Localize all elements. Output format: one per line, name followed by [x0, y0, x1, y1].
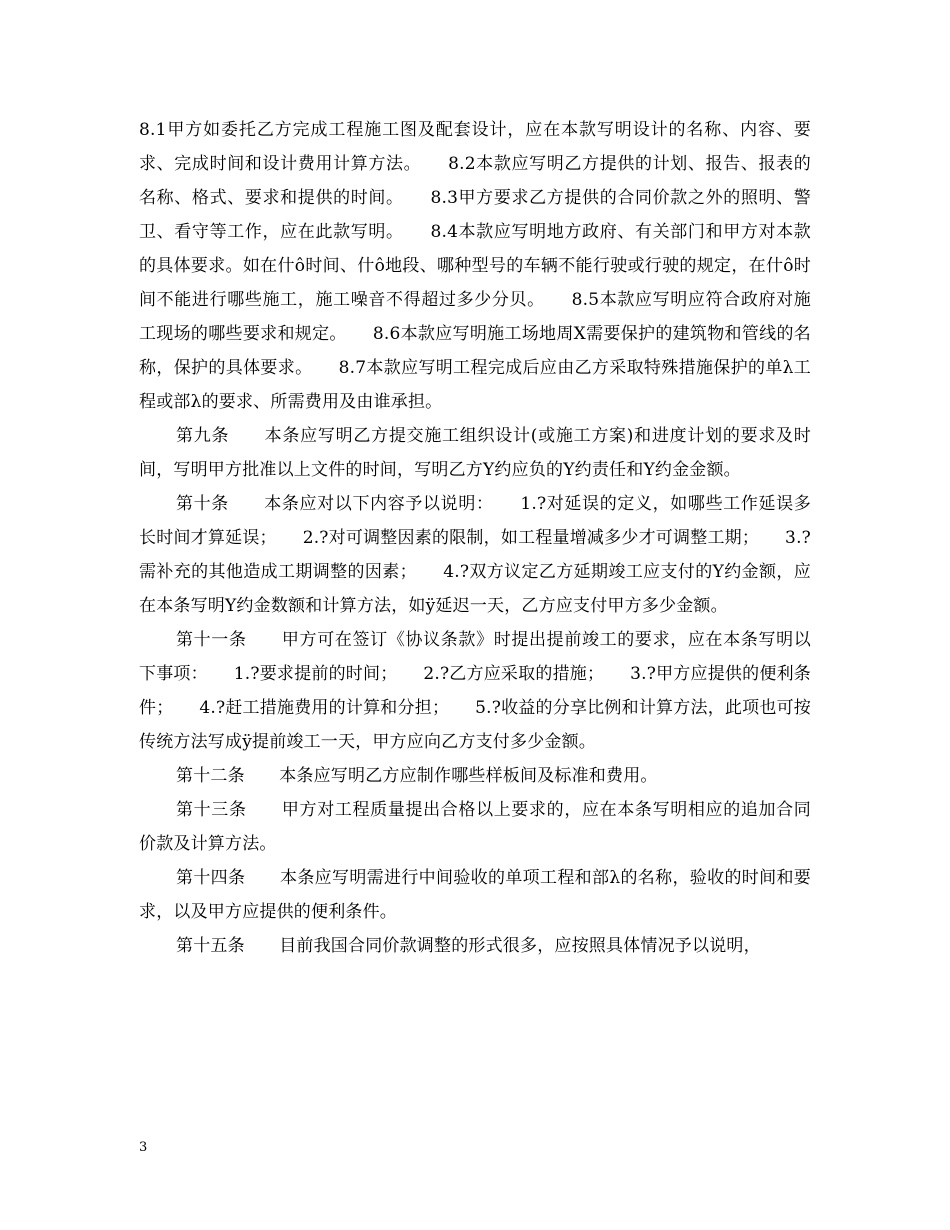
- page-number: 3: [139, 1140, 148, 1155]
- paragraph-clause-12: 第十二条 本条应写明乙方应制作哪些样板间及标准和费用。: [176, 766, 658, 786]
- paragraph-clause-10: 第十条 本条应对以下内容予以说明： 1.?对延误的定义，如哪些工作延误多长时间才算延误； 2.?对可调整因素的限制，如工程量增减多少才可调整工期； 3.?需补充的其他造成工期调整的因素； 4.?双方议定乙方延期竣工应支付的Υ约金额，应在本条写明Υ约金数额和计算方法，如ÿ延迟一天，乙方应支付甲方多少金额。: [139, 494, 811, 616]
- paragraph-clause-14: 第十四条 本条应写明需进行中间验收的单项工程和部λ的名称，验收的时间和要求，以及甲方应提供的便利条件。: [139, 868, 811, 922]
- paragraph-clause-13: 第十三条 甲方对工程质量提出合格以上要求的，应在本条写明相应的追加合同价款及计算方法。: [139, 800, 811, 854]
- paragraph-clause-9: 第九条 本条应写明乙方提交施工组织设计(或施工方案)和进度计划的要求及时间，写明甲方批准以上文件的时间，写明乙方Υ约应负的Υ约责任和Υ约金金额。: [139, 426, 811, 480]
- paragraph-clause-11: 第十一条 甲方可在签订《协议条款》时提出提前竣工的要求，应在本条写明以下事项： 1.?要求提前的时间； 2.?乙方应采取的措施； 3.?甲方应提供的便利条件； 4.?赶工措施费用的计算和分担； 5.?收益的分享比例和计算方法，此项也可按传统方法写成ÿ提前竣工一天，甲方应向乙方支付多少金额。: [139, 630, 811, 752]
- paragraph-clause-8: 8.1甲方如委托乙方完成工程施工图及配套设计，应在本款写明设计的名称、内容、要求、完成时间和设计费用计算方法。 8.2本款应写明乙方提供的计划、报告、报表的名称、格式、要求和提供的时间。 8.3甲方要求乙方提供的合同价款之外的照明、警卫、看守等工作，应在此款写明。 8.4本款应写明地方政府、有关部门和甲方对本款的具体要求。如在什ô时间、什ô地段、哪种型号的车辆不能行驶或行驶的规定，在什ô时间不能进行哪些施工，施工噪音不得超过多少分贝。 8.5本款应写明应符合政府对施工现场的哪些要求和规定。 8.6本款应写明施工场地周Χ需要保护的建筑物和管线的名称，保护的具体要求。 8.7本款应写明工程完成后应由乙方采取特殊措施保护的单λ工程或部λ的要求、所需费用及由谁承担。: [139, 120, 811, 412]
- document-body: [139, 113, 811, 963]
- paragraph-clause-15: 第十五条 目前我国合同价款调整的形式很多，应按照具体情况予以说明，: [176, 936, 761, 956]
